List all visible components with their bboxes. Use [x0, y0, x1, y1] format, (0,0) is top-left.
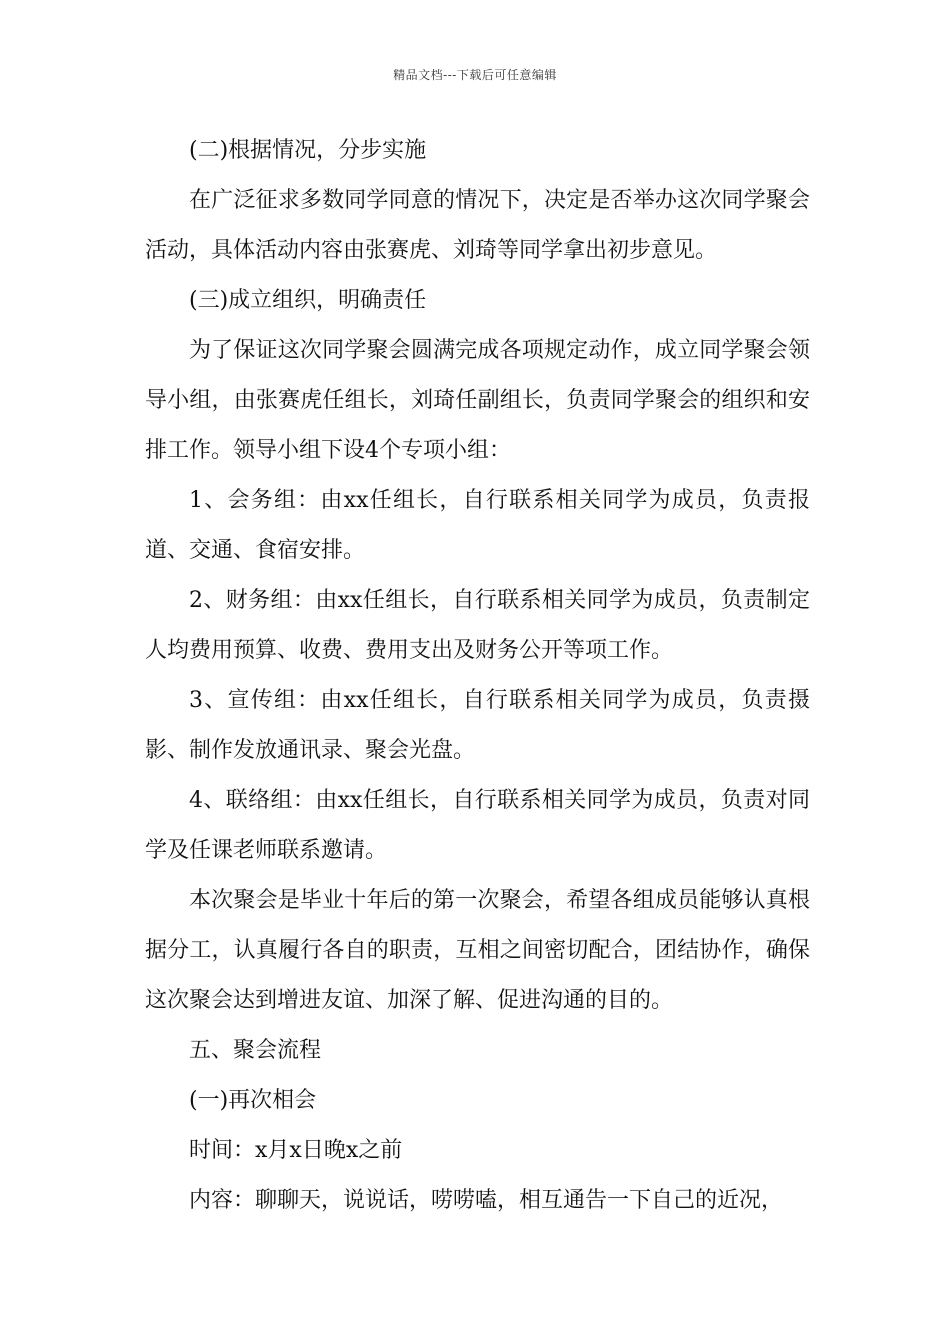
page-header: 精品文档---下载后可任意编辑 [393, 68, 557, 82]
content-line: 内容：聊聊天，说说话，唠唠嗑，相互通告一下自己的近况， [189, 1188, 784, 1213]
list-item-meeting-group: 1、会务组：由xx任组长，自行联系相关同学为成员，负责报道、交通、食宿安排。 [145, 488, 810, 563]
paragraph: 本次聚会是毕业十年后的第一次聚会，希望各组成员能够认真根据分工，认真履行各自的职责，互相之间密切配合，团结协作，确保这次聚会达到增进友谊、加深了解、促进沟通的目的。 [145, 888, 810, 1013]
document-body [145, 126, 810, 1226]
section-heading-3: (三)成立组织，明确责任 [189, 288, 427, 313]
time-line: 时间：x月x日晚x之前 [189, 1138, 403, 1163]
list-item-finance-group: 2、财务组：由xx任组长，自行联系相关同学为成员，负责制定人均费用预算、收费、费用支出及财务公开等项工作。 [145, 588, 810, 663]
section-heading-2: (二)根据情况，分步实施 [189, 138, 427, 163]
paragraph: 在广泛征求多数同学同意的情况下，决定是否举办这次同学聚会活动，具体活动内容由张赛虎、刘琦等同学拿出初步意见。 [145, 188, 810, 263]
paragraph: 为了保证这次同学聚会圆满完成各项规定动作，成立同学聚会领导小组，由张赛虎任组长，刘琦任副组长，负责同学聚会的组织和安排工作。领导小组下设4个专项小组： [145, 338, 810, 463]
section-heading-5: 五、聚会流程 [189, 1038, 322, 1063]
subsection-heading-1: (一)再次相会 [189, 1088, 317, 1113]
list-item-publicity-group: 3、宣传组：由xx任组长，自行联系相关同学为成员，负责摄影、制作发放通讯录、聚会光盘。 [145, 688, 810, 763]
list-item-liaison-group: 4、联络组：由xx任组长，自行联系相关同学为成员，负责对同学及任课老师联系邀请。 [145, 788, 810, 863]
